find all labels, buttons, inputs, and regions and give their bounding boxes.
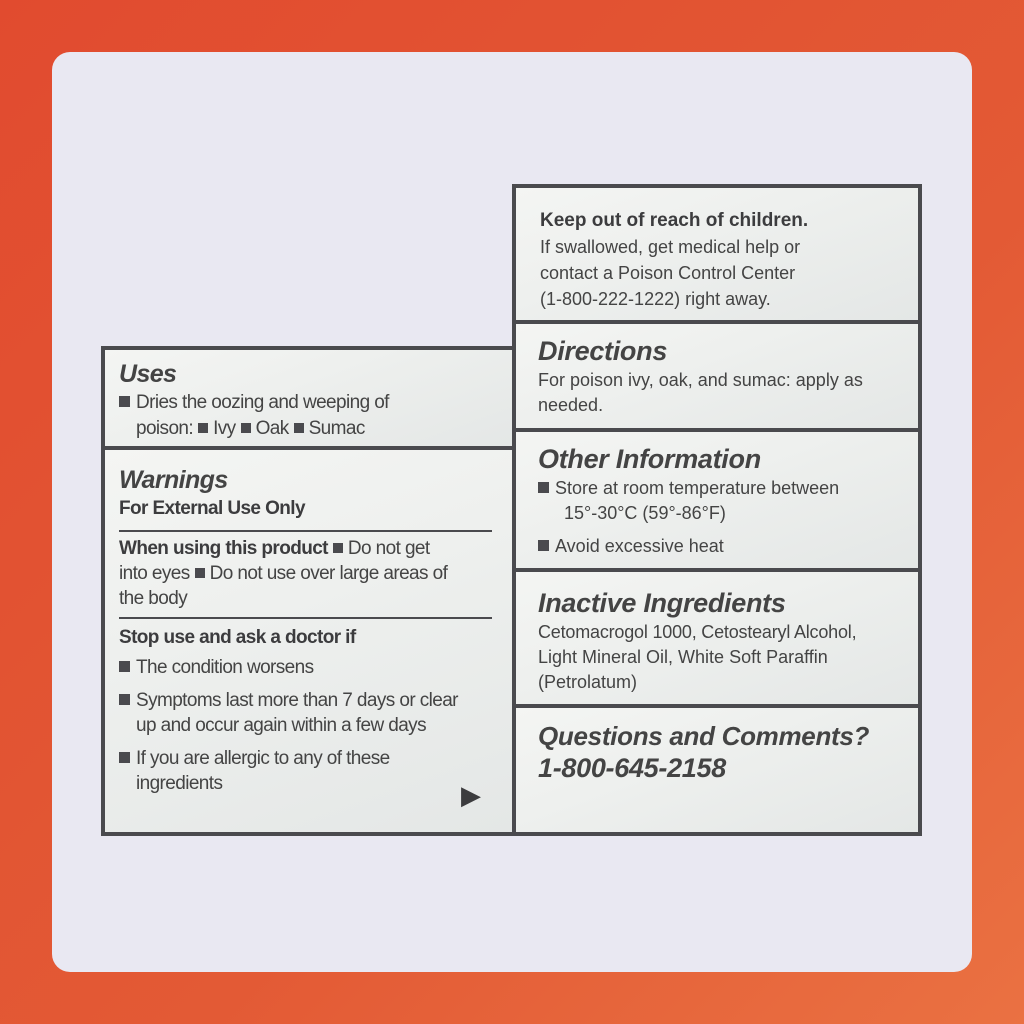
inactive-ingredients-panel <box>512 568 922 708</box>
other-info-item-1 <box>538 476 918 501</box>
bullet-square-icon <box>119 661 130 672</box>
warnings-heading: Warnings <box>119 466 228 494</box>
bullet-square-icon <box>333 543 343 553</box>
keep-out-line-3: (1-800-222-1222) right away. <box>540 289 771 309</box>
stop-item-3-line-2: ingredients <box>136 773 223 794</box>
uses-poison-label: poison: <box>136 418 194 439</box>
when-using-line-1 <box>119 536 492 561</box>
when-using-line-2 <box>119 561 492 586</box>
inactive-ingredients-heading: Inactive Ingredients <box>538 588 786 618</box>
stop-use-label: Stop use and ask a doctor if <box>119 627 356 648</box>
directions-line-2: needed. <box>538 395 604 415</box>
warnings-panel <box>101 446 516 836</box>
uses-item-ivy: Ivy <box>213 418 236 439</box>
other-info-item-2-text: Avoid excessive heat <box>555 536 724 556</box>
stop-item-2-line-1: Symptoms last more than 7 days or clear <box>136 690 458 711</box>
questions-phone: 1-800-645-2158 <box>538 753 726 783</box>
other-information-heading: Other Information <box>538 444 761 474</box>
uses-item-sumac: Sumac <box>308 418 365 439</box>
inactive-line-2: Light Mineral Oil, White Soft Paraffin <box>538 647 828 667</box>
directions-line-1: For poison ivy, oak, and sumac: apply as <box>538 370 863 390</box>
questions-panel <box>512 704 922 836</box>
keep-out-line-1: If swallowed, get medical help or <box>540 237 801 257</box>
bullet-square-icon <box>538 540 549 551</box>
other-info-item-1-line-2: 15°-30°C (59°-86°F) <box>564 503 726 523</box>
inactive-line-1: Cetomacrogol 1000, Cetostearyl Alcohol, <box>538 622 857 642</box>
bullet-square-icon <box>119 752 130 763</box>
uses-item-oak: Oak <box>255 418 289 439</box>
stop-item-2-line-2: up and occur again within a few days <box>136 715 426 736</box>
other-info-item-1-line-1: Store at room temperature between <box>555 478 840 498</box>
keep-out-panel <box>512 184 922 324</box>
when-using-text-1: Do not get <box>347 538 430 559</box>
when-using-line-3: the body <box>119 588 188 609</box>
uses-line-1 <box>119 390 512 416</box>
bullet-square-icon <box>119 396 130 407</box>
uses-panel <box>101 346 516 450</box>
uses-heading: Uses <box>119 360 177 388</box>
keep-out-heading: Keep out of reach of children. <box>540 210 809 231</box>
when-using-text-2b: Do not use over large areas of <box>209 563 448 584</box>
uses-line-2 <box>119 416 512 442</box>
bullet-square-icon <box>294 423 304 433</box>
stop-item-1-line-1: The condition worsens <box>136 657 314 678</box>
warnings-subheading: For External Use Only <box>119 498 305 519</box>
bullet-square-icon <box>119 694 130 705</box>
directions-heading: Directions <box>538 336 668 366</box>
continue-arrow-icon: ▶ <box>461 780 481 810</box>
uses-line-1-text: Dries the oozing and weeping of <box>136 392 389 413</box>
when-using-block <box>119 532 492 617</box>
inactive-line-3: (Petrolatum) <box>538 672 638 692</box>
keep-out-line-2: contact a Poison Control Center <box>540 263 796 283</box>
bullet-square-icon <box>538 482 549 493</box>
questions-heading: Questions and Comments? <box>538 721 870 751</box>
list-item <box>119 688 492 738</box>
directions-panel <box>512 320 922 432</box>
when-using-text-2a: into eyes <box>119 563 190 584</box>
bullet-square-icon <box>195 568 205 578</box>
when-using-label: When using this product <box>119 538 328 559</box>
other-info-item-2 <box>538 534 918 559</box>
list-item <box>119 655 492 680</box>
bullet-square-icon <box>241 423 251 433</box>
bullet-square-icon <box>198 423 208 433</box>
other-information-panel <box>512 428 922 572</box>
stop-use-list <box>119 655 492 796</box>
stop-item-3-line-1: If you are allergic to any of these <box>136 748 390 769</box>
list-item <box>119 746 492 796</box>
